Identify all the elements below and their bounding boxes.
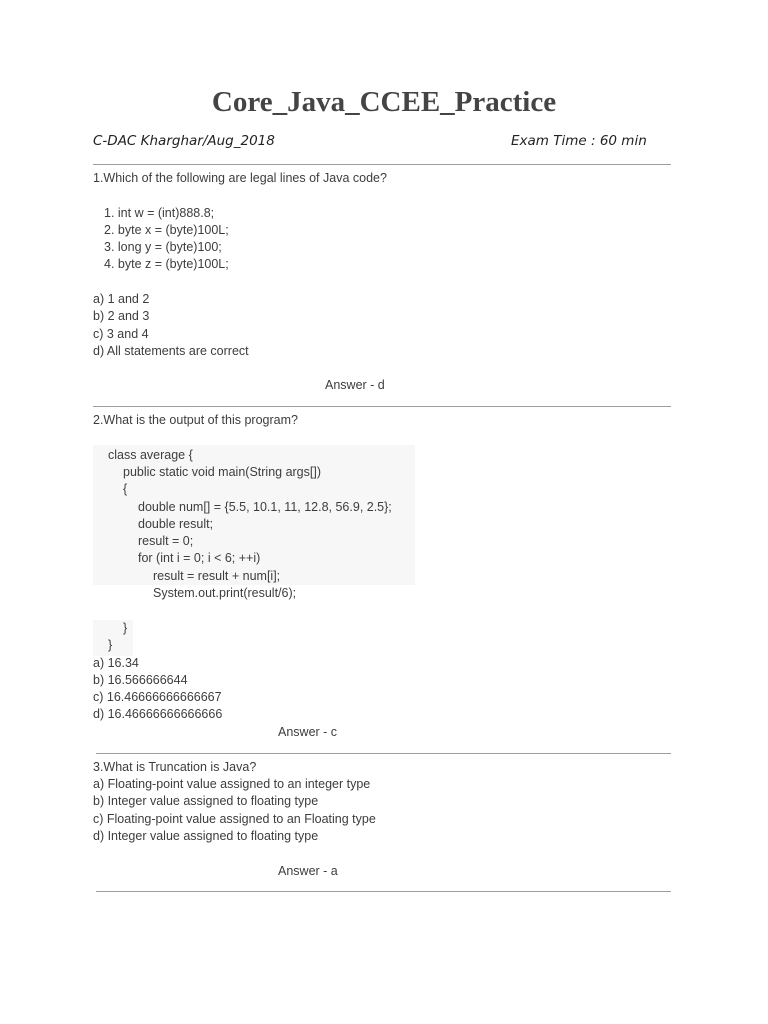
question-1-item: 2. byte x = (byte)100L; bbox=[104, 223, 229, 237]
question-1-answer: Answer - d bbox=[325, 378, 385, 392]
question-1-item: 1. int w = (int)888.8; bbox=[104, 206, 215, 220]
question-2-option: b) 16.566666644 bbox=[93, 673, 188, 687]
code-line: { bbox=[123, 482, 128, 496]
centre-batch-label: C-DAC Kharghar/Aug_2018 bbox=[93, 133, 275, 149]
question-1-option: b) 2 and 3 bbox=[93, 309, 150, 323]
question-1-option: a) 1 and 2 bbox=[93, 292, 150, 306]
code-line: public static void main(String args[]) bbox=[123, 465, 321, 479]
question-2-text: 2.What is the output of this program? bbox=[93, 413, 298, 427]
question-2-option: a) 16.34 bbox=[93, 656, 139, 670]
header-divider bbox=[93, 164, 671, 165]
code-line: result = result + num[i]; bbox=[153, 569, 281, 583]
question-1-option: d) All statements are correct bbox=[93, 344, 249, 358]
question-3-option: b) Integer value assigned to floating type bbox=[93, 794, 319, 808]
code-line: double num[] = {5.5, 10.1, 11, 12.8, 56.9, 2.5}; bbox=[138, 500, 392, 514]
question-2-answer: Answer - c bbox=[278, 725, 338, 739]
question-2-option: c) 16.46666666666667 bbox=[93, 690, 222, 704]
question-3-text: 3.What is Truncation is Java? bbox=[93, 760, 257, 774]
question-3-option: d) Integer value assigned to floating type bbox=[93, 829, 319, 843]
code-line: for (int i = 0; i < 6; ++i) bbox=[138, 551, 261, 565]
question-3-answer: Answer - a bbox=[278, 864, 338, 878]
code-line: System.out.print(result/6); bbox=[153, 586, 297, 600]
code-line: class average { bbox=[108, 448, 193, 462]
question-2-option: d) 16.46666666666666 bbox=[93, 707, 223, 721]
question-1-item: 3. long y = (byte)100; bbox=[104, 240, 222, 254]
question-1-option: c) 3 and 4 bbox=[93, 327, 149, 341]
document-title: Core_Java_CCEE_Practice bbox=[211, 86, 557, 118]
exam-time-label: Exam Time : 60 min bbox=[511, 133, 647, 149]
code-line: } bbox=[108, 638, 113, 652]
question-3-option: c) Floating-point value assigned to an Floating type bbox=[93, 812, 376, 826]
question-1-text: 1.Which of the following are legal lines of Java code? bbox=[93, 171, 387, 185]
question-2-divider bbox=[96, 753, 671, 754]
code-line: result = 0; bbox=[138, 534, 194, 548]
question-1-divider bbox=[93, 406, 671, 407]
code-line: double result; bbox=[138, 517, 214, 531]
question-3-divider bbox=[96, 891, 671, 892]
question-1-item: 4. byte z = (byte)100L; bbox=[104, 257, 229, 271]
code-line: } bbox=[123, 621, 128, 635]
question-3-option: a) Floating-point value assigned to an integer type bbox=[93, 777, 371, 791]
